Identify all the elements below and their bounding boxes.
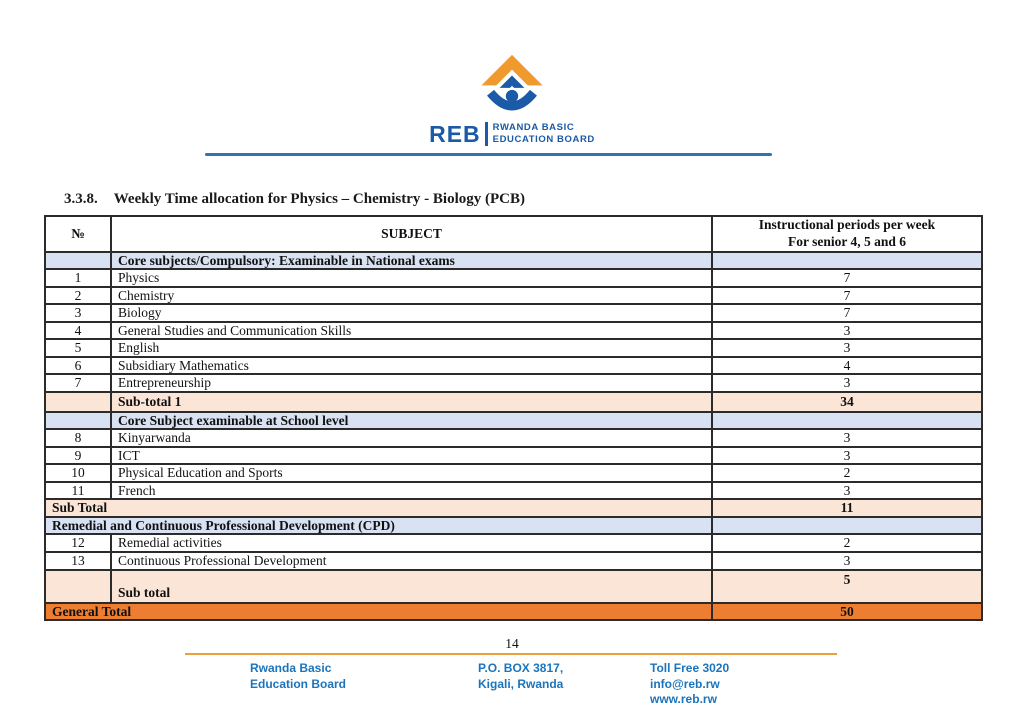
table-row-section xyxy=(45,412,982,430)
row-number: 2 xyxy=(45,287,111,305)
table-row-item xyxy=(45,304,982,322)
table-row-item xyxy=(45,482,982,500)
row-number: 5 xyxy=(45,339,111,357)
footer-address xyxy=(478,661,563,692)
row-subject: General Studies and Communication Skills xyxy=(111,322,712,340)
table-row-item xyxy=(45,339,982,357)
row-subject: Physical Education and Sports xyxy=(111,464,712,482)
table-row-item xyxy=(45,269,982,287)
row-periods-value: 3 xyxy=(712,482,982,500)
footer-contact-line3: www.reb.rw xyxy=(650,692,717,707)
row-periods-value: 7 xyxy=(712,287,982,305)
section-value-empty xyxy=(712,412,982,430)
table-row-item xyxy=(45,322,982,340)
row-subject: Entrepreneurship xyxy=(111,374,712,392)
table-row-item xyxy=(45,534,982,552)
subtotal-label: Sub total xyxy=(111,570,712,603)
row-number: 13 xyxy=(45,552,111,570)
row-number: 1 xyxy=(45,269,111,287)
row-periods-value: 4 xyxy=(712,357,982,375)
table-row-subtotal xyxy=(45,499,982,517)
logo-org-name-line2: EDUCATION BOARD xyxy=(492,134,595,145)
subtotal-no-empty xyxy=(45,392,111,412)
subtotal-value: 11 xyxy=(712,499,982,517)
row-periods-value: 3 xyxy=(712,429,982,447)
row-periods-value: 3 xyxy=(712,447,982,465)
section-label: Core subjects/Compulsory: Examinable in National exams xyxy=(111,252,712,270)
subtotal-value: 5 xyxy=(712,570,982,603)
row-periods-value: 2 xyxy=(712,464,982,482)
allocation-table-body xyxy=(45,216,982,620)
row-number: 8 xyxy=(45,429,111,447)
subtotal-no-empty xyxy=(45,570,111,603)
row-periods-value: 2 xyxy=(712,534,982,552)
col-header-no: № xyxy=(45,216,111,252)
section-heading-title: Weekly Time allocation for Physics – Chemistry - Biology (PCB) xyxy=(113,191,525,207)
footer-address-line1: P.O. BOX 3817, xyxy=(478,661,564,675)
logo-acronym: REB xyxy=(429,120,481,147)
page-number: 14 xyxy=(505,636,519,651)
section-no-empty xyxy=(45,252,111,270)
table-row-item xyxy=(45,357,982,375)
row-number: 12 xyxy=(45,534,111,552)
logo-divider-bar xyxy=(485,122,488,146)
footer-address-line2: Kigali, Rwanda xyxy=(478,676,564,691)
grandtotal-value: 50 xyxy=(712,603,982,621)
time-allocation-table xyxy=(44,215,983,621)
col-header-subject: SUBJECT xyxy=(111,216,712,252)
row-subject: Continuous Professional Development xyxy=(111,552,712,570)
subtotal-value: 34 xyxy=(712,392,982,412)
table-row-section xyxy=(45,517,982,535)
subtotal-label: Sub-total 1 xyxy=(111,392,712,412)
row-number: 3 xyxy=(45,304,111,322)
table-row-grandtotal xyxy=(45,603,982,621)
row-periods-value: 7 xyxy=(712,269,982,287)
table-row-item xyxy=(45,374,982,392)
row-number: 7 xyxy=(45,374,111,392)
col-header-periods-line2: For senior 4, 5 and 6 xyxy=(787,233,906,249)
row-number: 10 xyxy=(45,464,111,482)
row-periods-value: 3 xyxy=(712,322,982,340)
row-number: 9 xyxy=(45,447,111,465)
subtotal-label: Sub Total xyxy=(45,499,712,517)
logo-eye-dot xyxy=(506,90,518,102)
row-subject: Kinyarwanda xyxy=(111,429,712,447)
row-number: 6 xyxy=(45,357,111,375)
section-label: Remedial and Continuous Professional Development (CPD) xyxy=(45,517,712,535)
row-subject: Subsidiary Mathematics xyxy=(111,357,712,375)
table-row-item xyxy=(45,464,982,482)
reb-logo-icon xyxy=(466,54,558,120)
logo-org-name xyxy=(493,122,595,146)
row-periods-value: 3 xyxy=(712,339,982,357)
footer-contact-line1: Toll Free 3020 xyxy=(650,661,730,675)
row-periods-value: 3 xyxy=(712,374,982,392)
row-subject: Chemistry xyxy=(111,287,712,305)
header-rule xyxy=(205,153,772,156)
row-subject: Remedial activities xyxy=(111,534,712,552)
reb-logo xyxy=(0,54,1024,146)
section-label: Core Subject examinable at School level xyxy=(111,412,712,430)
logo-org-name-line1: RWANDA BASIC xyxy=(492,122,575,134)
row-subject: Physics xyxy=(111,269,712,287)
row-periods-value: 7 xyxy=(712,304,982,322)
footer-org xyxy=(250,661,346,692)
row-number: 11 xyxy=(45,482,111,500)
table-row-item xyxy=(45,552,982,570)
footer-contact xyxy=(650,661,729,708)
footer-contact-line2: info@reb.rw xyxy=(650,676,720,691)
col-header-periods-line1: Instructional periods per week xyxy=(758,217,936,232)
table-row-item xyxy=(45,447,982,465)
table-row-item xyxy=(45,429,982,447)
table-row-subtotal xyxy=(45,392,982,412)
row-subject: English xyxy=(111,339,712,357)
section-no-empty xyxy=(45,412,111,430)
section-heading xyxy=(64,191,525,208)
row-subject: ICT xyxy=(111,447,712,465)
table-row-subtotal xyxy=(45,570,982,603)
table-row-section xyxy=(45,252,982,270)
section-value-empty xyxy=(712,252,982,270)
footer-org-line2: Education Board xyxy=(250,676,347,691)
table-header-row xyxy=(45,216,982,252)
section-heading-number: 3.3.8. xyxy=(64,191,98,207)
row-periods-value: 3 xyxy=(712,552,982,570)
reb-logo-text xyxy=(429,122,595,146)
footer-org-line1: Rwanda Basic xyxy=(250,661,332,675)
table-row-item xyxy=(45,287,982,305)
row-subject: Biology xyxy=(111,304,712,322)
section-value-empty xyxy=(712,517,982,535)
grandtotal-label: General Total xyxy=(45,603,712,621)
footer-rule xyxy=(185,653,837,655)
row-subject: French xyxy=(111,482,712,500)
col-header-periods xyxy=(712,216,982,252)
row-number: 4 xyxy=(45,322,111,340)
